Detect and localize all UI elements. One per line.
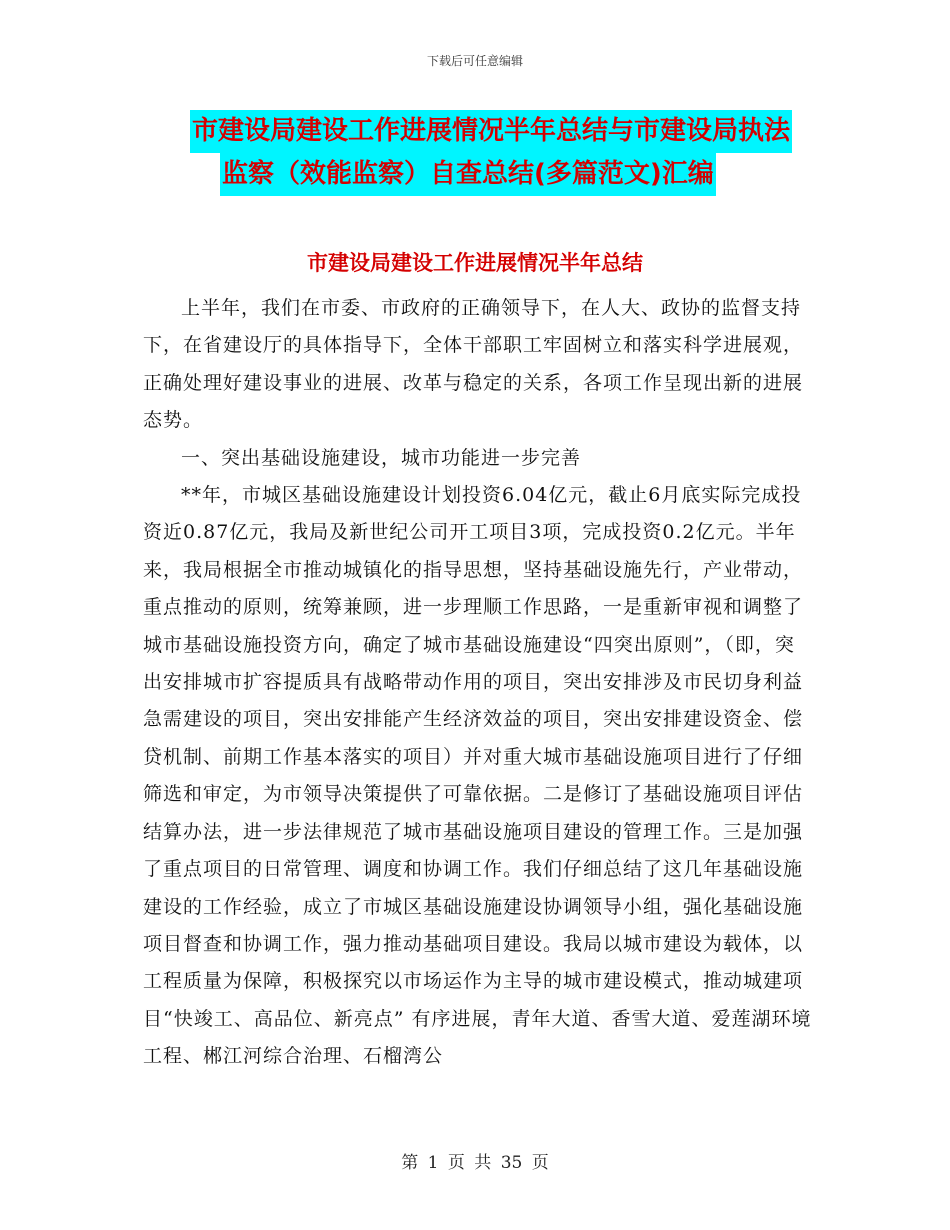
document-body bbox=[143, 290, 813, 1076]
paragraph-infrastructure: **年，市城区基础设施建设计划投资6.04亿元，截止6月底实际完成投资近0.87亿元，我局及新世纪公司开工项目3项，完成投资0.2亿元。半年来，我局根据全市推动城镇化的指导思想，坚持基础设施先行，产业带动，重点推动的原则，统筹兼顾，进一步理顺工作思路，一是重新审视和调整了城市基础设施投资方向，确定了城市基础设施建设“四突出原则”，（即，突出安排城市扩容提质具有战略带动作用的项目，突出安排涉及市民切身利益急需建设的项目，突出安排能产生经济效益的项目，突出安排建设资金、偿贷机制、前期工作基本落实的项目）并对重大城市基础设施项目进行了仔细筛选和审定，为市领导决策提供了可靠依据。二是修订了基础设施项目评估结算办法，进一步法律规范了城市基础设施项目建设的管理工作。三是加强了重点项目的日常管理、调度和协调工作。我们仔细总结了这几年基础设施建设的工作经验，成立了市城区基础设施建设协调领导小组，强化基础设施项目督查和协调工作，强力推动基础项目建设。我局以城市建设为载体，以工程质量为保障，积极探究以市场运作为主导的城市建设模式，推动城建项目“快竣工、高品位、新亮点” 有序进展，青年大道、香雪大道、爱莲湖环境工程、郴江河综合治理、石榴湾公 bbox=[143, 484, 812, 1068]
title-line-2: 监察（效能监察）自查总结(多篇范文)汇编 bbox=[220, 153, 716, 196]
page-footer: 第 1 页 共 35 页 bbox=[401, 1153, 549, 1173]
title-line-1: 市建设局建设工作进展情况半年总结与市建设局执法 bbox=[190, 110, 792, 153]
document-title bbox=[190, 110, 850, 196]
paragraph-heading-1: 一、突出基础设施建设，城市功能进一步完善 bbox=[181, 446, 582, 469]
section-title: 市建设局建设工作进展情况半年总结 bbox=[307, 251, 643, 275]
header-note: 下载后可任意编辑 bbox=[426, 54, 523, 68]
paragraph-intro: 上半年，我们在市委、市政府的正确领导下，在人大、政协的监督支持下，在省建设厅的具体指导下，全体干部职工牢固树立和落实科学进展观，正确处理好建设事业的进展、改革与稳定的关系，各项工作呈现出新的进展态势。 bbox=[143, 297, 804, 432]
